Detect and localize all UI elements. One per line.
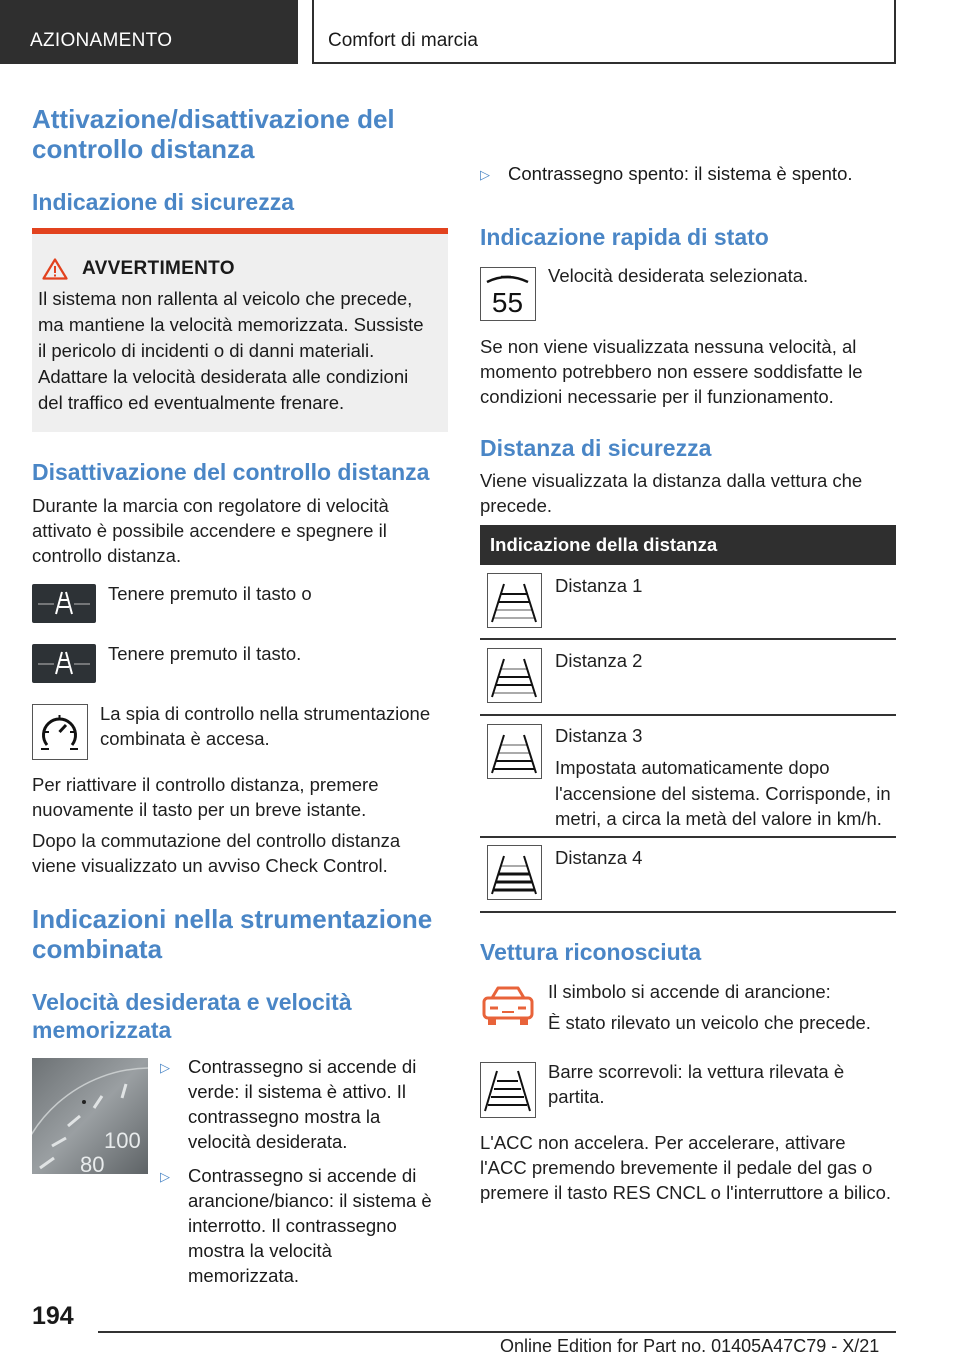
switch-text: Dopo la commutazione del controllo distanza viene visualizzato un avviso Check Control. [32,830,401,876]
distance-bars-icon [487,573,542,628]
bars-text: Barre scorrevoli: la vettura rilevata è partita. [548,1061,845,1107]
quick-status-note: Se non viene visualizzata nessuna velocità, al momento potrebbero non essere soddisfatte le condizioni necessarie per il funzionamento. [480,336,863,407]
distance-button-icon [32,644,96,683]
table-row-note: Impostata automaticamente dopo l'accensione del sistema. Corrisponde, in metri, a circa la metà del valore in km/h. [555,757,891,829]
table-divider [480,836,896,838]
deactivation-text: Durante la marcia con regolatore di velocità attivato è possibile accendere e spegnere il controllo distanza. [32,495,389,566]
button-text-2: Tenere premuto il tasto. [108,643,302,664]
table-divider [480,714,896,716]
bullet-triangle-icon: ▷ [480,167,490,182]
speedometer-icon [32,704,88,760]
warning-header [38,258,434,280]
bullet-triangle-icon: ▷ [160,1169,170,1184]
display-heading: Indicazioni nella strumentazione combinata [32,904,433,964]
table-divider [480,638,896,640]
vehicle-text-2: È stato rilevato un veicolo che precede. [548,1012,871,1033]
bullet-text: Contrassegno spento: il sistema è spento. [508,163,853,184]
distance-bars-icon [487,724,542,779]
page-number: 194 [32,1302,74,1330]
bullet-item [480,161,896,187]
table-row-label: Distanza 4 [555,847,643,868]
distance-bars-icon [487,845,542,900]
indicator-text: La spia di controllo nella strumentazione combinata è accesa. [100,703,431,749]
warning-title: AVVERTIMENTO [82,258,235,279]
section-tab [0,0,298,64]
deactivation-heading: Disattivazione del controllo distanza [32,459,430,485]
gauge-label-100: 100 [104,1128,141,1153]
chapter-tab [312,0,896,64]
edition-text: Online Edition for Part no. 01405A47C79 - X/21 [500,1336,880,1356]
section-title: AZIONAMENTO [30,30,173,51]
bullet-triangle-icon: ▷ [160,1060,170,1075]
chapter-title: Comfort di marcia [328,30,478,51]
bullet-text: Contrassegno si accende di verde: il sistema è attivo. Il contrassegno mostra la velocità desiderata. [188,1056,417,1152]
bullet-text: Contrassegno si accende di arancione/bianco: il sistema è interrotto. Il contrassegno mostra la velocità memorizzata. [188,1165,432,1286]
moving-bars-icon [480,1062,536,1118]
gauge-label-80: 80 [80,1152,105,1174]
table-row-label: Distanza 2 [555,650,643,671]
bullet-item [160,1054,445,1154]
vehicle-text-1: Il simbolo si accende di arancione: [548,981,831,1002]
distance-bars-icon [487,648,542,703]
page-title: Attivazione/disattivazione del controllo distanza [32,104,395,164]
speed-55-value: 55 [491,287,524,318]
reactivate-text: Per riattivare il controllo distanza, premere nuovamente il tasto per un breve istante. [32,774,379,820]
footer-divider [98,1331,896,1333]
acc-text: L'ACC non accelera. Per accelerare, attivare l'ACC premendo brevemente il pedale del gas o premere il tasto RES CNCL o l'interruttore a bilico. [480,1132,892,1203]
safety-heading: Indicazione di sicurezza [32,189,295,215]
table-divider [480,911,896,913]
speed-heading: Velocità desiderata e velocità memorizzata [32,989,352,1043]
speed-55-icon [480,267,536,321]
bullet-item [160,1163,445,1288]
warning-box [32,228,448,432]
car-front-icon [480,982,536,1032]
button-text-1: Tenere premuto il tasto o [108,583,312,604]
table-header: Indicazione della distanza [480,525,896,565]
vehicle-heading: Vettura riconosciuta [480,939,702,965]
table-row-label: Distanza 1 [555,575,643,596]
warning-text: Il sistema non rallenta al veicolo che precede, ma mantiene la velocità memorizzata. Sussiste il pericolo di incidenti o di danni materiali. Adattare la velocità desiderata alle condizioni del traffico ed eventualmente frenare. [38,288,424,413]
quick-status-heading: Indicazione rapida di stato [480,224,769,250]
distance-heading: Distanza di sicurezza [480,435,712,461]
warning-triangle-icon [42,258,68,280]
table-row-label: Distanza 3 [555,725,643,746]
speedometer-gauge-image [32,1058,148,1174]
quick-status-text: Velocità desiderata selezionata. [548,265,809,286]
distance-button-icon [32,584,96,623]
distance-text: Viene visualizzata la distanza dalla vettura che precede. [480,470,863,516]
